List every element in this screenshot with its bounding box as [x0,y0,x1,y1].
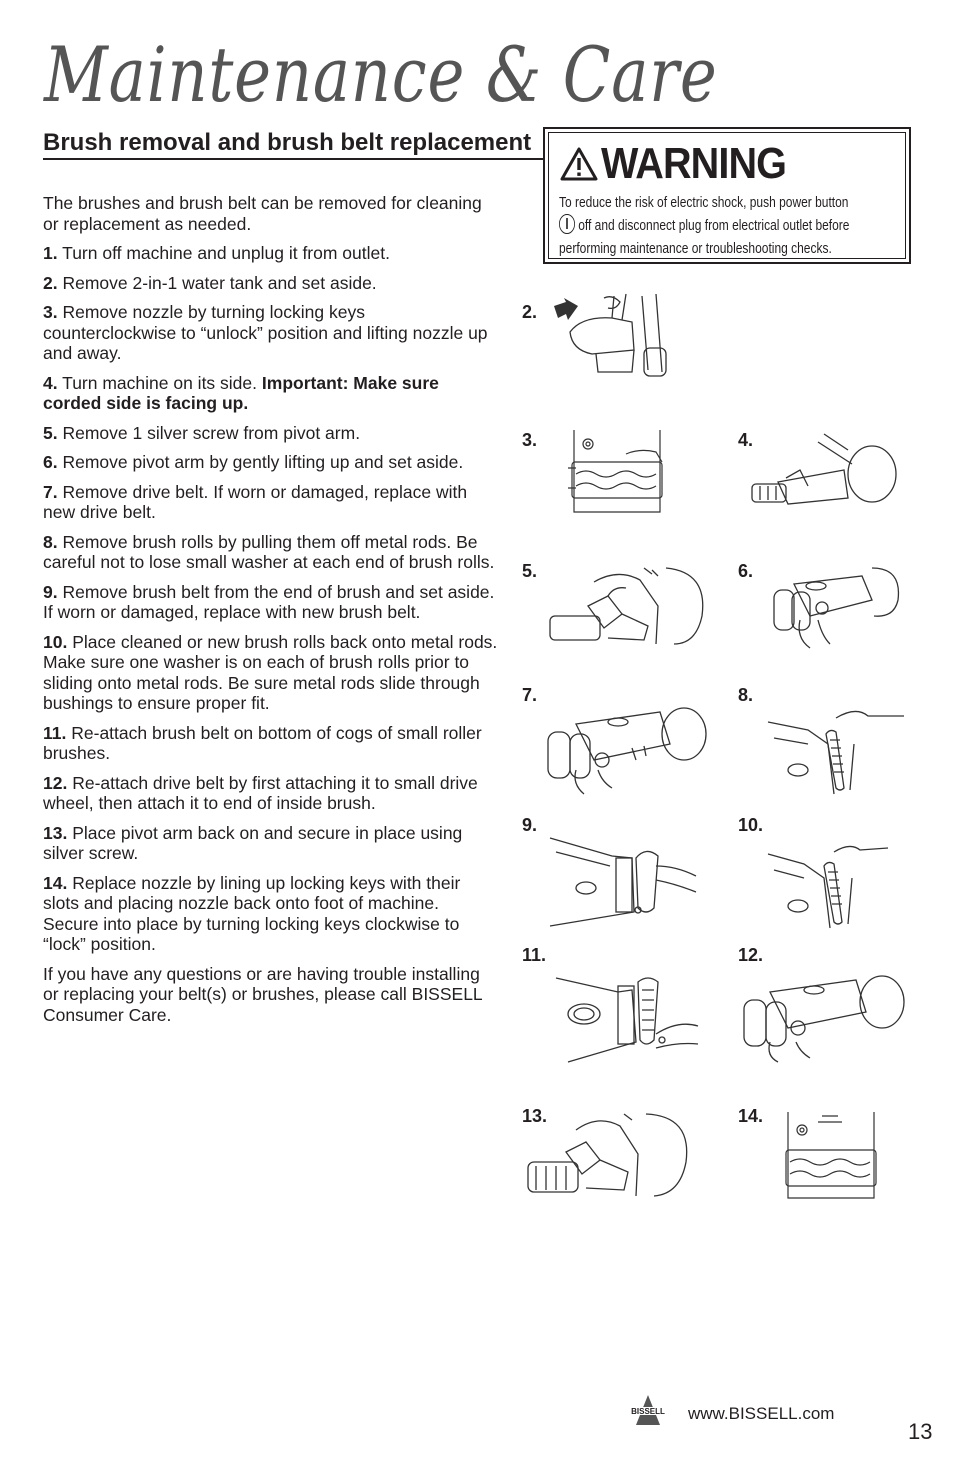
figure-label-2: 2. [522,302,538,322]
figure-label-14: 14. [738,1106,764,1126]
illustration-step-7 [546,704,708,796]
step-4: 4. Turn machine on its side. Important: Make sure corded side is facing up. [43,372,439,413]
step-1: 1. Turn off machine and unplug it from outlet. [43,243,390,263]
illustration-step-9 [546,836,698,928]
warning-triangle-icon [559,146,599,182]
page-title: Maintenance & Care [44,30,718,119]
figure-label-3: 3. [522,430,538,450]
step-13: 13. Place pivot arm back on and secure in place using silver screw. [43,822,463,863]
illustration-step-11 [552,970,702,1066]
step-8: 8. Remove brush rolls by pulling them off metal rods. Be careful not to lose small washer at each end of brush rolls. [43,531,495,572]
figure-label-12: 12. [738,945,764,965]
illustration-step-4 [748,430,898,514]
figure-label-8: 8. [738,685,754,705]
website-url[interactable]: www.BISSELL.com [688,1404,835,1423]
illustration-step-2 [552,292,682,380]
figure-label-5: 5. [522,561,538,581]
illustration-step-12 [742,972,906,1064]
step-3: 3. Remove nozzle by turning locking keys counterclockwise to “unlock” position and lifting nozzle up and away. [43,302,488,363]
page-number: 13 [908,1419,933,1444]
step-6: 6. Remove pivot arm by gently lifting up and set aside. [43,452,464,472]
bissell-logo [624,1395,672,1427]
step-14: 14. Replace nozzle by lining up locking keys with their slots and placing nozzle back onto foot of machine. Secure into place by turning locking keys clockwise to “lock” position. [43,872,461,954]
closing-paragraph: If you have any questions or are having trouble installing or replacing your belt(s) or brushes, please call BISSELL Consumer Care. [43,963,483,1025]
illustration-step-8 [764,704,906,796]
illustration-step-6 [770,560,902,652]
warning-text: To reduce the risk of electric shock, push power button off and disconnect plug from electrical outlet before performing maintenance or troubleshooting checks. [559,194,850,257]
figure-label-6: 6. [738,561,754,581]
illustration-step-3 [566,428,666,516]
step-2: 2. Remove 2-in-1 water tank and set aside. [43,272,377,293]
figure-label-4: 4. [738,430,754,450]
figure-label-7: 7. [522,685,538,705]
step-9: 9. Remove brush belt from the end of brush and set aside. If worn or damaged, replace with new brush belt. [43,581,495,622]
instructions-body [43,193,498,1034]
figure-label-13: 13. [522,1106,548,1126]
power-button-icon [559,214,575,234]
step-7: 7. Remove drive belt. If worn or damaged, replace with new drive belt. [43,481,468,522]
step-12: 12. Re-attach drive belt by first attaching it to small drive wheel, then attach it to end of inside brush. [43,772,478,813]
figure-label-9: 9. [522,815,538,835]
illustration-step-13 [526,1110,692,1202]
warning-box [543,127,911,264]
illustration-step-14 [782,1110,880,1202]
section-heading: Brush removal and brush belt replacement [43,128,543,160]
step-10: 10. Place cleaned or new brush rolls back onto metal rods. Make sure one washer is on each of brush rolls prior to sliding onto metal rods. Be sure metal rods slide through bushings to ensure proper fit. [43,631,498,713]
figure-label-11: 11. [522,945,547,965]
warning-title: WARNING [601,139,787,188]
step-11: 11. Re-attach brush belt on bottom of cogs of small roller brushes. [43,722,482,763]
illustration-step-10 [764,838,890,930]
intro-paragraph: The brushes and brush belt can be removed for cleaning or replacement as needed. [43,193,482,234]
illustration-step-5 [548,566,708,650]
figure-label-10: 10. [738,815,764,835]
step-5: 5. Remove 1 silver screw from pivot arm. [43,422,361,443]
bissell-logo-text: BISSELL [631,1407,665,1416]
